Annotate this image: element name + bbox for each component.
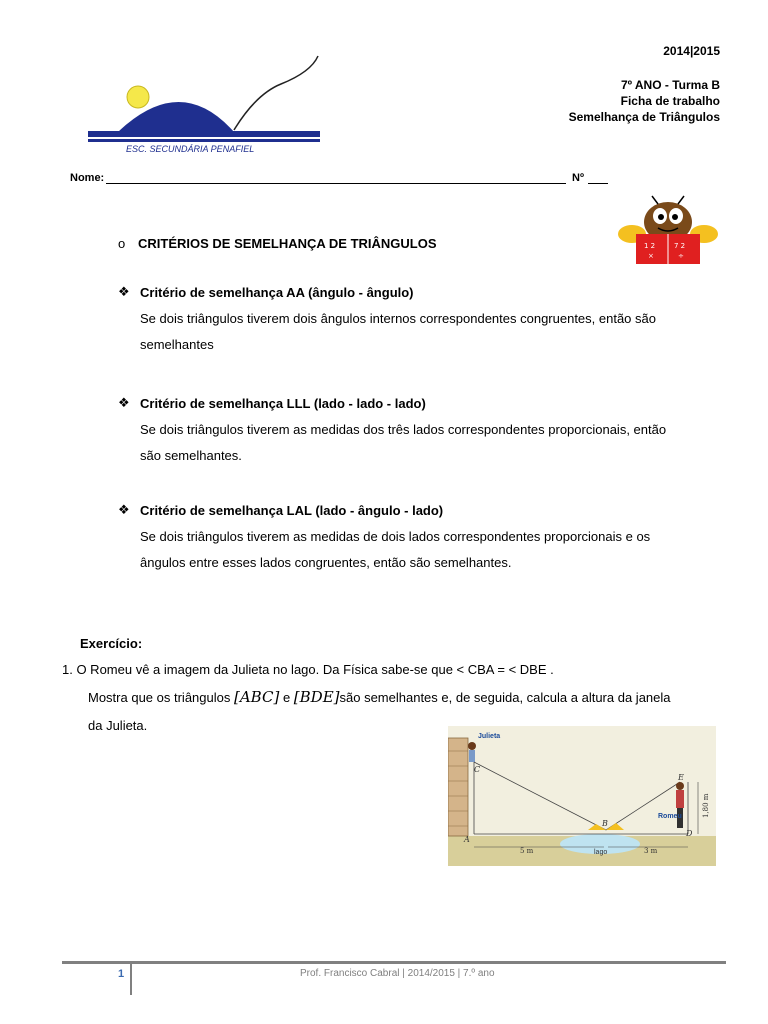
section-title: CRITÉRIOS DE SEMELHANÇA DE TRIÂNGULOS xyxy=(138,236,437,251)
label-lago: lago xyxy=(594,849,608,856)
svg-text:×: × xyxy=(648,252,654,260)
point-e: E xyxy=(678,773,684,782)
romeo-juliet-figure xyxy=(448,726,716,866)
criterion-aa-text-2: semelhantes xyxy=(140,337,214,352)
bee-mascot-icon xyxy=(614,194,722,270)
criterion-lal-title: Critério de semelhança LAL (lado - ângulo - lado) xyxy=(140,503,444,518)
footer-text: Prof. Francisco Cabral | 2014/2015 | 7.º ano xyxy=(300,968,495,979)
footer-tick xyxy=(130,963,132,995)
svg-text:1 2: 1 2 xyxy=(644,242,656,250)
topic-label: Semelhança de Triângulos xyxy=(568,110,720,124)
exercise-text-2 xyxy=(88,684,671,711)
label-height-180: 1,80 m xyxy=(702,793,710,818)
criterion-lal-text-2: ângulos entre esses lados congruentes, então são semelhantes. xyxy=(140,555,512,570)
section-bullet: o xyxy=(118,236,126,251)
criterion-bullet-icon: ❖ xyxy=(118,502,130,517)
sheet-label: Ficha de trabalho xyxy=(620,94,720,108)
logo-text: ESC. SECUNDÁRIA PENAFIEL xyxy=(126,144,255,154)
svg-text:7 2: 7 2 xyxy=(674,242,686,250)
exercise-text-3: da Julieta. xyxy=(88,718,148,733)
criterion-lal-text-1: Se dois triângulos tiverem as medidas de dois lados correspondentes proporcionais e os xyxy=(140,529,651,544)
criterion-bullet-icon: ❖ xyxy=(118,284,130,299)
school-year: 2014|2015 xyxy=(663,44,720,58)
exercise-text-1: 1. O Romeu vê a imagem da Julieta no lago. Da Física sabe-se que < CBA = < DBE . xyxy=(62,662,554,677)
class-label: 7º ANO - Turma B xyxy=(620,78,720,92)
criterion-lll-text-1: Se dois triângulos tiverem as medidas dos três lados correspondentes proporcionais, então xyxy=(140,422,667,437)
label-romeu: Romeu xyxy=(658,813,682,820)
criterion-lll-title: Critério de semelhança LLL (lado - lado - lado) xyxy=(140,396,426,411)
point-c: C xyxy=(474,765,481,774)
criterion-aa-title: Critério de semelhança AA (ângulo - ângulo) xyxy=(140,285,414,300)
exercise-text-2c: são semelhantes e, de seguida, calcula a altura da janela xyxy=(339,690,671,705)
number-field-line[interactable] xyxy=(588,183,608,184)
label-distance-5m: 5 m xyxy=(520,847,534,855)
triangle-abc: [ABC] xyxy=(233,688,280,706)
triangle-bde: [BDE] xyxy=(293,688,340,706)
criterion-lll-text-2: são semelhantes. xyxy=(140,448,242,463)
label-julieta: Julieta xyxy=(478,733,501,740)
point-b: B xyxy=(602,819,608,828)
footer-divider xyxy=(62,961,726,964)
name-field-line[interactable] xyxy=(106,183,566,184)
number-field-label: Nº xyxy=(572,172,584,184)
point-d: D xyxy=(686,829,693,838)
criterion-bullet-icon: ❖ xyxy=(118,395,130,410)
point-a: A xyxy=(464,835,470,844)
exercise-text-2b: e xyxy=(282,690,291,705)
exercise-text-2a: Mostra que os triângulos xyxy=(88,690,231,705)
school-logo xyxy=(86,54,326,158)
label-distance-3m: 3 m xyxy=(644,847,658,855)
name-field-label: Nome: xyxy=(70,172,105,184)
criterion-aa-text-1: Se dois triângulos tiverem dois ângulos internos correspondentes congruentes, então são xyxy=(140,311,656,326)
exercise-heading: Exercício: xyxy=(80,636,143,651)
page-number: 1 xyxy=(118,968,125,980)
svg-text:÷: ÷ xyxy=(678,252,684,260)
